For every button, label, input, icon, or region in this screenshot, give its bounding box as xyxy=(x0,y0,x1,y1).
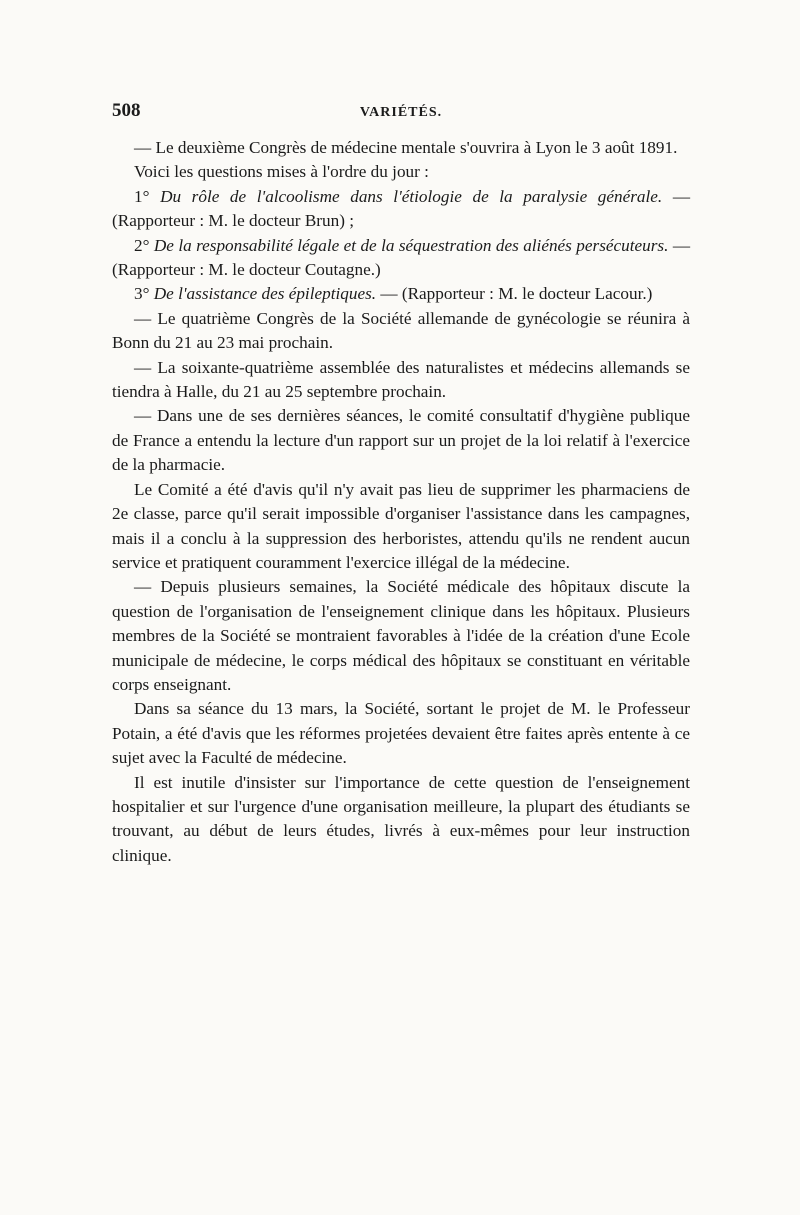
question-title: De l'assistance des épileptiques. xyxy=(153,284,377,304)
page-header: 508 VARIÉTÉS. xyxy=(112,100,690,122)
question-item xyxy=(112,185,690,234)
question-number: 2° xyxy=(134,235,150,255)
article-body xyxy=(112,136,690,868)
question-item xyxy=(112,234,690,283)
paragraph-ordre-du-jour: Voici les questions mises à l'ordre du jour : xyxy=(134,162,429,182)
question-rapporteur: — (Rapporteur : M. le docteur Coutagne.) xyxy=(112,235,690,280)
paragraph-seance-13-mars: Dans sa séance du 13 mars, la Société, sortant le projet de M. le Professeur Potain, a été d'avis que les réformes projetées devaient être faites après entente à ce sujet avec la Faculté de médecine. xyxy=(112,699,690,768)
paragraph-societe-hopitaux: — Depuis plusieurs semaines, la Société médicale des hôpitaux discute la question de l'organisation de l'enseignement clinique dans les hôpitaux. Plusieurs membres de la Société se montraient favorables à l'idée de la création d'une Ecole municipale de médecine, le corps médical des hôpitaux se constituant en véritable corps enseignant. xyxy=(112,577,690,694)
question-rapporteur: — (Rapporteur : M. le docteur Brun) ; xyxy=(112,186,691,231)
question-title: Du rôle de l'alcoolisme dans l'étiologie de la paralysie générale. xyxy=(160,186,663,206)
question-number: 3° xyxy=(134,284,150,304)
question-rapporteur: — (Rapporteur : M. le docteur Lacour.) xyxy=(380,284,653,304)
paragraph-comite-hygiene: — Dans une de ses dernières séances, le comité consultatif d'hygiène publique de France a entendu la lecture d'un rapport sur un projet de la loi relatif à l'exercice de la pharmacie. xyxy=(112,406,690,475)
paragraph-naturalistes: — La soixante-quatrième assemblée des naturalistes et médecins allemands se tiendra à Halle, du 21 au 25 septembre prochain. xyxy=(112,357,690,402)
bleed-through-text xyxy=(112,1040,702,1057)
paragraph-enseignement: Il est inutile d'insister sur l'importance de cette question de l'enseignement hospitalier et sur l'urgence d'une organisation meilleure, la plupart des étudiants se trouvant, au début de leurs études, livrés à eux-mêmes pour leur instruction clinique. xyxy=(112,772,690,865)
paragraph-avis-comite: Le Comité a été d'avis qu'il n'y avait pas lieu de supprimer les pharmaciens de 2e classe, parce qu'il serait impossible d'organiser l'assistance dans les campagnes, mais il a conclu à la suppression des herboristes, attendu qu'ils ne rendent aucun service et pratiquent couramment l'exercice illégal de la médecine. xyxy=(112,479,690,572)
question-item xyxy=(112,282,690,306)
question-title: De la responsabilité légale et de la séquestration des aliénés persécuteurs. xyxy=(153,235,669,255)
running-head: VARIÉTÉS. xyxy=(359,105,443,120)
paragraph-congres-lyon: — Le deuxième Congrès de médecine mentale s'ouvrira à Lyon le 3 août 1891. xyxy=(134,138,678,157)
paragraph-gynecologie: — Le quatrième Congrès de la Société allemande de gynécologie se réunira à Bonn du 21 au 23 mai prochain. xyxy=(112,308,690,353)
question-number: 1° xyxy=(134,186,150,206)
